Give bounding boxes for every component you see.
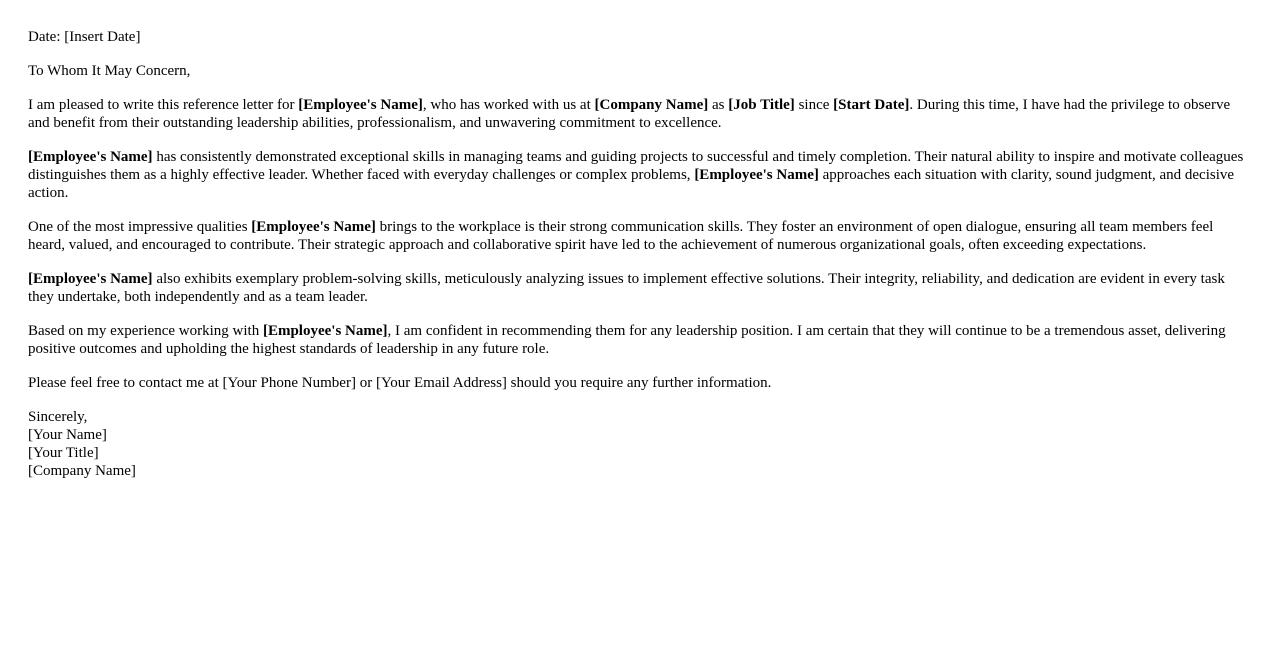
text-segment: brings to the workplace is their strong communication skills. They foster an environment of open dialogue, ensuring all team members feel heard, valued, and encouraged to contribute. Their strategic approach and collaborative spirit have led to the achievement of numerous organizational goals, often exceeding expectations. [28, 219, 1214, 253]
salutation: To Whom It May Concern, [28, 63, 191, 79]
paragraph-recommendation [28, 322, 1250, 358]
text-segment: One of the most impressive qualities [28, 219, 252, 235]
signature-block [28, 408, 1250, 480]
text-segment: also exhibits exemplary problem-solving skills, meticulously analyzing issues to implement effective solutions. Their integrity, reliability, and dedication are evident in every task they undertake, both independently and as a team leader. [28, 271, 1225, 305]
employee-name-placeholder: [Employee's Name] [298, 97, 423, 113]
text-segment: , I am confident in recommending them for any leadership position. I am certain that they will continue to be a tremendous asset, delivering positive outcomes and upholding the highest standards of leadership in any future role. [28, 323, 1226, 357]
employee-name-placeholder: [Employee's Name] [28, 149, 153, 165]
paragraph-communication [28, 218, 1250, 254]
paragraph-leadership [28, 148, 1250, 202]
start-date-placeholder: [Start Date] [833, 97, 910, 113]
paragraph-introduction [28, 96, 1250, 132]
signer-title: [Your Title] [28, 445, 99, 461]
text-segment: . During this time, I have had the privilege to observe and benefit from their outstanding leadership abilities, professionalism, and unwavering commitment to excellence. [28, 97, 1231, 131]
text-segment: since [794, 97, 834, 113]
text-segment: has consistently demonstrated exceptional skills in managing teams and guiding projects to successful and timely completion. Their natural ability to inspire and motivate colleagues distinguishes them as a highly effective leader. Whether faced with everyday challenges or complex problems, [28, 149, 1244, 183]
sign-off: Sincerely, [28, 409, 88, 425]
paragraph-contact: Please feel free to contact me at [Your Phone Number] or [Your Email Address] should you require any further information. [28, 375, 772, 391]
paragraph-problem-solving [28, 270, 1250, 306]
company-name-placeholder: [Company Name] [594, 97, 709, 113]
signer-name: [Your Name] [28, 427, 107, 443]
job-title-placeholder: [Job Title] [728, 97, 795, 113]
text-segment: , who has worked with us at [422, 97, 595, 113]
employee-name-placeholder: [Employee's Name] [28, 271, 153, 287]
text-segment: as [708, 97, 729, 113]
signer-company: [Company Name] [28, 463, 136, 479]
text-segment: I am pleased to write this reference letter for [28, 97, 299, 113]
text-segment: approaches each situation with clarity, sound judgment, and decisive action. [28, 167, 1235, 201]
employee-name-placeholder: [Employee's Name] [251, 219, 376, 235]
employee-name-placeholder: [Employee's Name] [694, 167, 819, 183]
employee-name-placeholder: [Employee's Name] [262, 323, 388, 339]
text-segment: Based on my experience working with [28, 323, 263, 339]
date-line: Date: [Insert Date] [28, 29, 141, 45]
